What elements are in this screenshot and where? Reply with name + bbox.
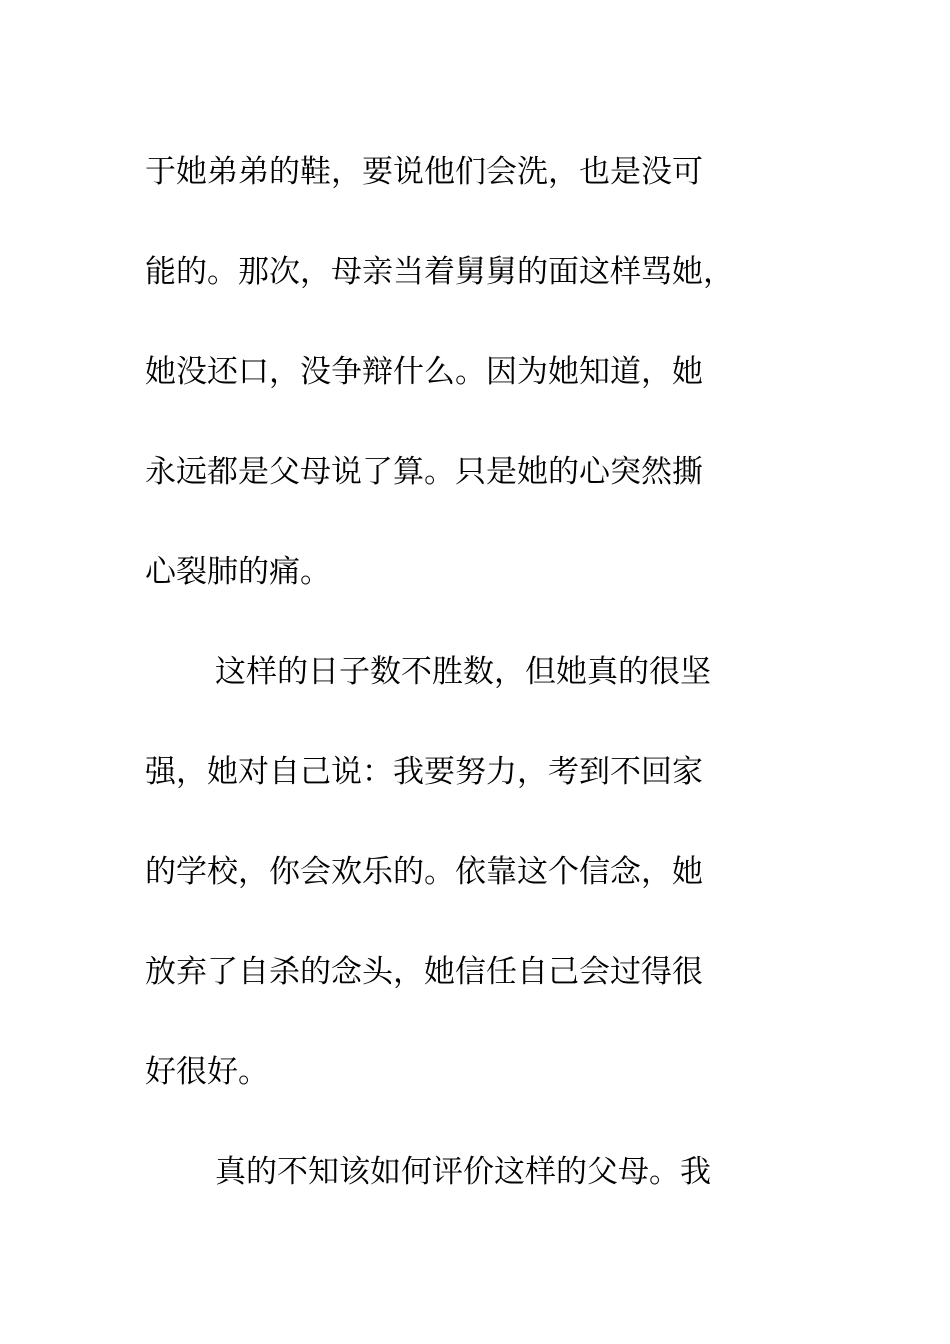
text-line-3: 她没还口，没争辩什么。因为她知道，她 xyxy=(145,354,703,390)
text-line-1: 于她弟弟的鞋，要说他们会洗，也是没可 xyxy=(145,154,703,190)
text-line-4: 永远都是父母说了算。只是她的心突然撕 xyxy=(145,454,703,490)
text-line-10: 好很好。 xyxy=(145,1054,269,1090)
text-line-5: 心裂肺的痛。 xyxy=(145,554,331,590)
text-line-7: 强，她对自己说：我要努力，考到不回家 xyxy=(145,754,703,790)
text-line-6-paragraph-start: 这样的日子数不胜数，但她真的很坚 xyxy=(215,654,711,690)
text-line-11-paragraph-start: 真的不知该如何评价这样的父母。我 xyxy=(215,1154,711,1190)
text-line-8: 的学校，你会欢乐的。依靠这个信念，她 xyxy=(145,854,703,890)
document-body-text xyxy=(145,122,805,1222)
text-line-2: 能的。那次，母亲当着舅舅的面这样骂她， xyxy=(145,254,734,290)
text-line-9: 放弃了自杀的念头，她信任自己会过得很 xyxy=(145,954,703,990)
